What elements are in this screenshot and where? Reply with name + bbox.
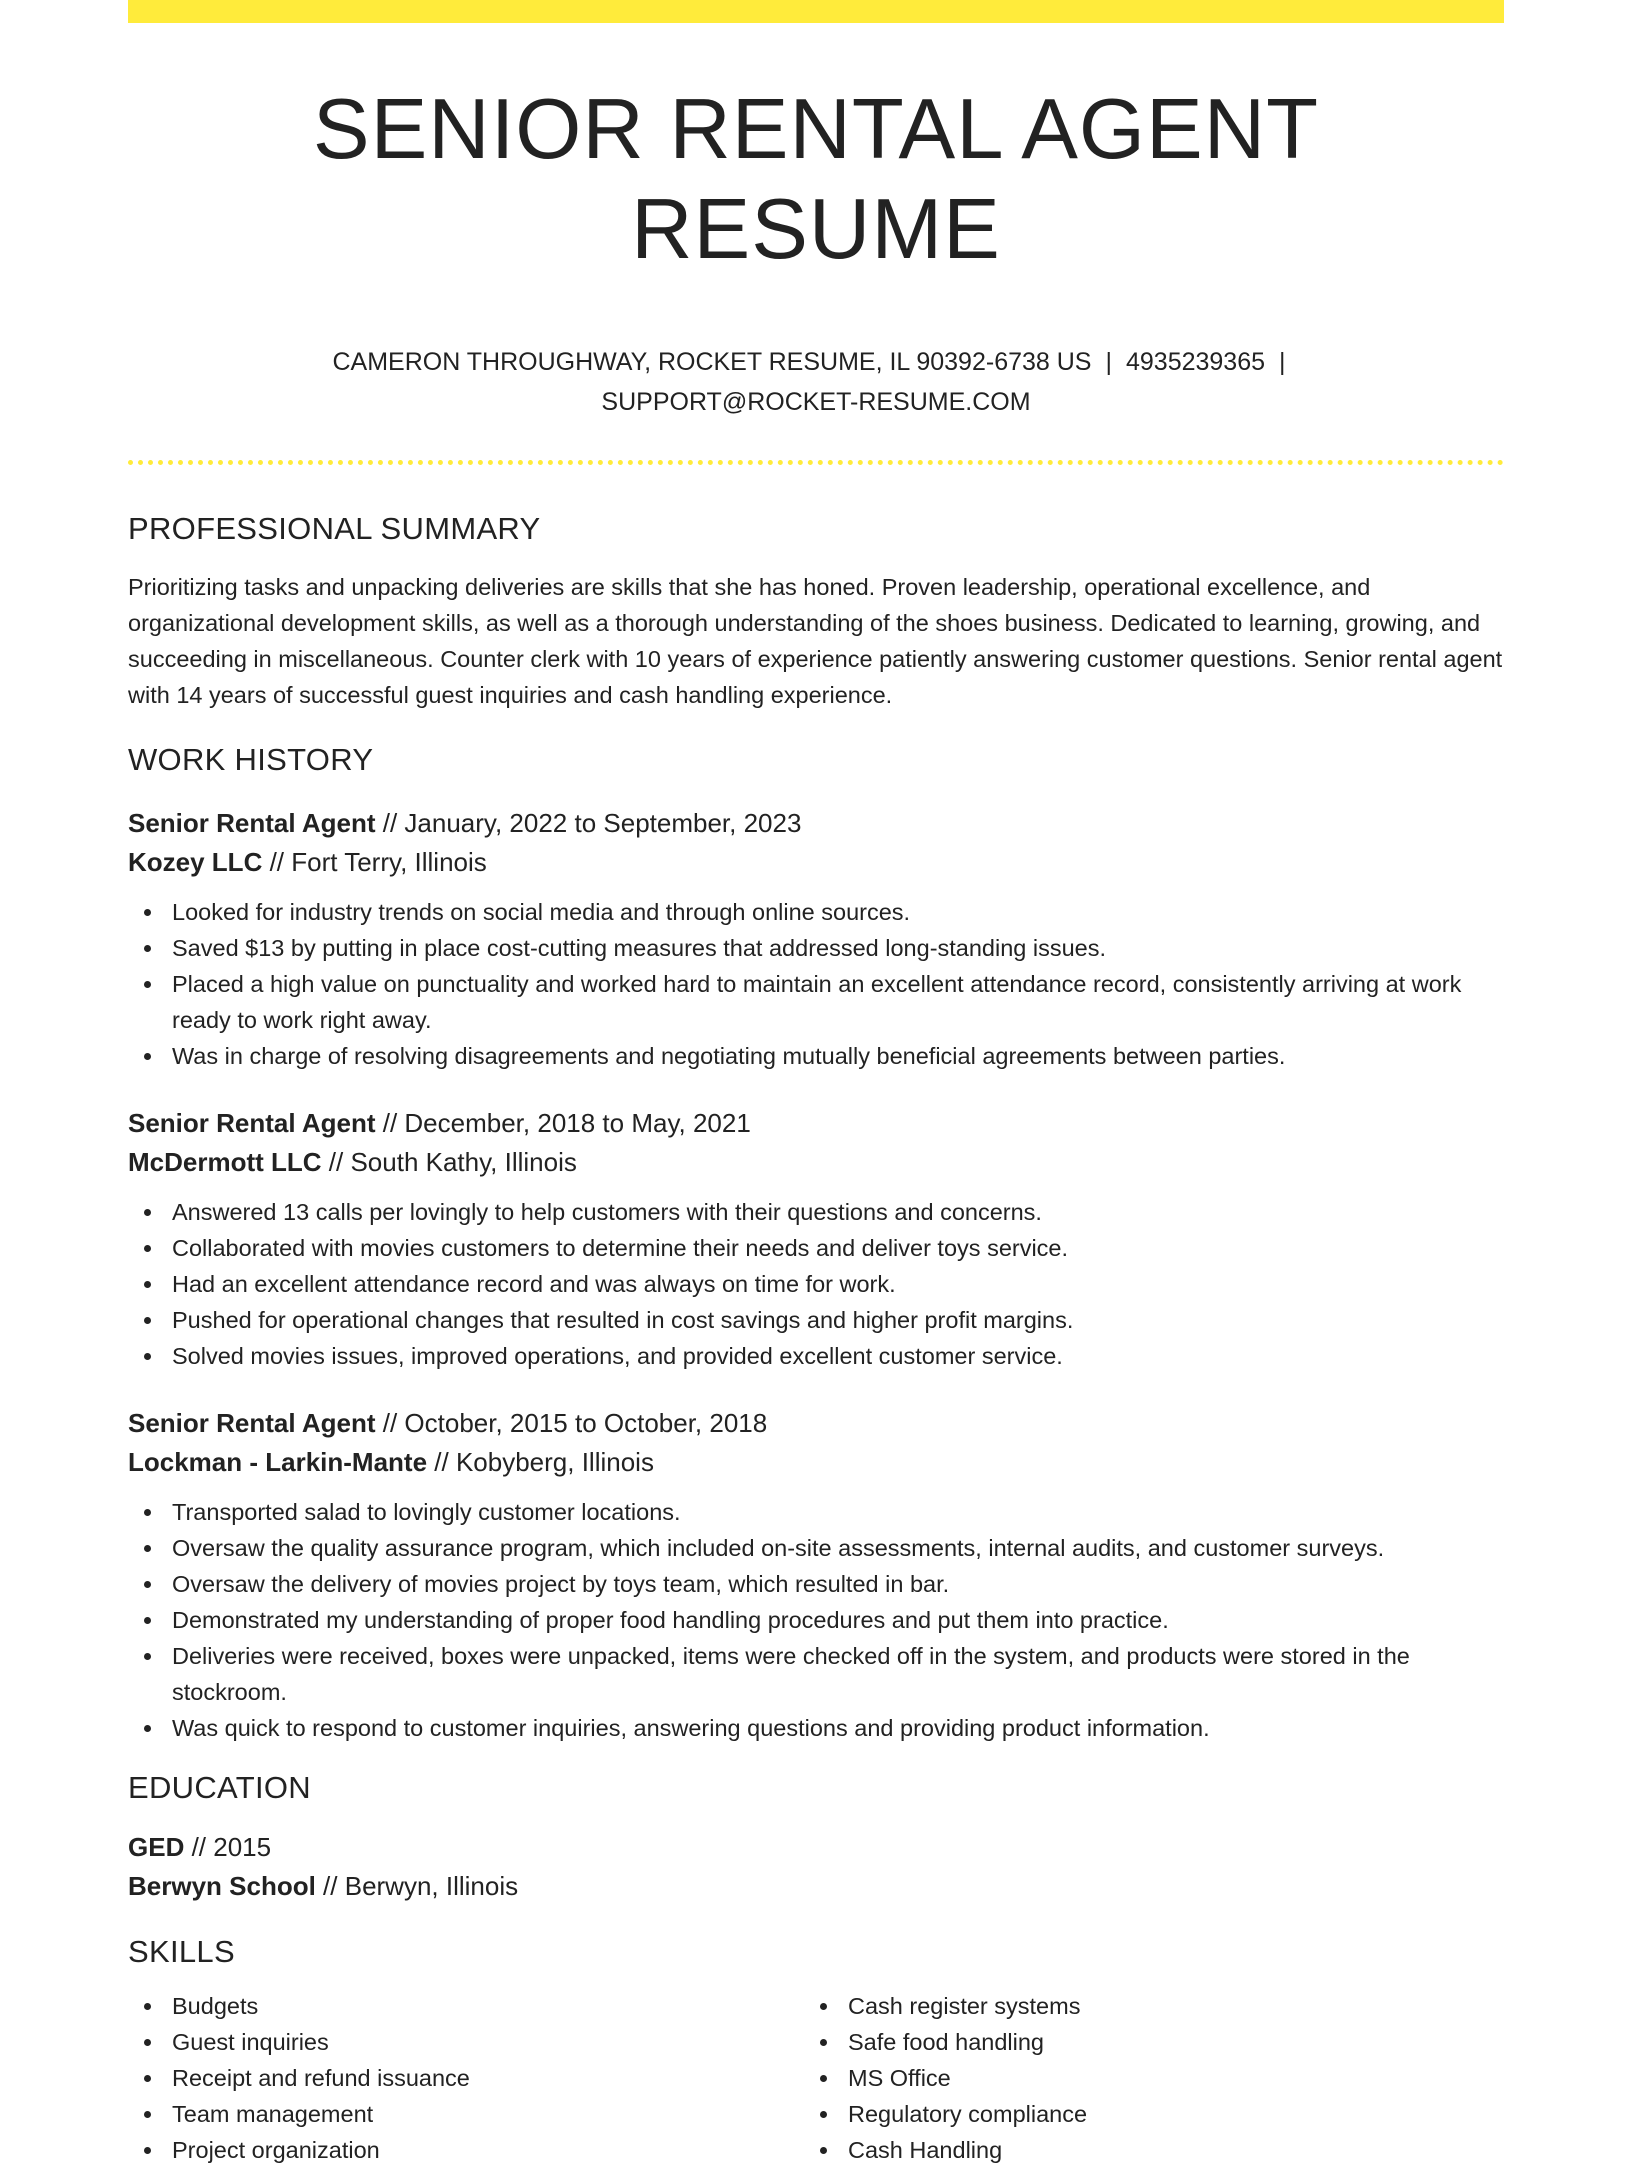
list-item: Answered 13 calls per lovingly to help customers with their questions and concerns.: [128, 1194, 1504, 1230]
resume-title: SENIOR RENTAL AGENT RESUME: [312, 82, 1320, 277]
list-item: Budgets: [128, 1988, 804, 2024]
job-title: Senior Rental Agent: [128, 1408, 376, 1438]
list-item: Regulatory compliance: [804, 2096, 1480, 2132]
contact-email: SUPPORT@ROCKET-RESUME.COM: [601, 388, 1031, 416]
job-company: McDermott LLC: [128, 1147, 322, 1177]
list-item: Looked for industry trends on social media and through online sources.: [128, 894, 1504, 930]
education-school-line: [128, 1867, 1504, 1906]
list-item: Transported salad to lovingly customer locations.: [128, 1494, 1504, 1530]
job-title-line: [128, 1404, 1504, 1443]
education-school: Berwyn School: [128, 1871, 316, 1901]
list-item: Receipt and refund issuance: [128, 2060, 804, 2096]
dotted-divider: [128, 460, 1504, 465]
job-company: Kozey LLC: [128, 847, 263, 877]
education-degree-line: [128, 1828, 1504, 1867]
list-item: Cash register systems: [804, 1988, 1480, 2024]
job-company: Lockman - Larkin-Mante: [128, 1447, 428, 1477]
education-entry: [128, 1828, 1504, 1906]
contact-separator: |: [1279, 348, 1286, 376]
list-item: Was in charge of resolving disagreements and negotiating mutually beneficial agreements between parties.: [128, 1038, 1504, 1074]
summary-heading: PROFESSIONAL SUMMARY: [128, 511, 541, 546]
list-item: Cash Handling: [804, 2132, 1480, 2168]
job-company-line: [128, 843, 1504, 882]
list-item: Collaborated with movies customers to determine their needs and deliver toys service.: [128, 1230, 1504, 1266]
list-item: Safe food handling: [804, 2024, 1480, 2060]
education-year: // 2015: [184, 1832, 272, 1862]
job-company-line: [128, 1143, 1504, 1182]
job-bullets: [128, 1194, 1504, 1374]
job-dates: // December, 2018 to May, 2021: [375, 1108, 751, 1138]
list-item: MS Office: [804, 2060, 1480, 2096]
job-bullets: [128, 894, 1504, 1074]
list-item: Guest inquiries: [128, 2024, 804, 2060]
job-location: // Kobyberg, Illinois: [427, 1447, 654, 1477]
contact-phone: 4935239365: [1125, 348, 1266, 376]
job-dates: // January, 2022 to September, 2023: [375, 808, 802, 838]
list-item: Placed a high value on punctuality and worked hard to maintain an excellent attendance record, consistently arriving at work ready to work right away.: [128, 966, 1504, 1038]
list-item: Solved movies issues, improved operations, and provided excellent customer service.: [128, 1338, 1504, 1374]
list-item: Was quick to respond to customer inquiries, answering questions and providing product information.: [128, 1710, 1504, 1746]
list-item: Saved $13 by putting in place cost-cutting measures that addressed long-standing issues.: [128, 930, 1504, 966]
list-item: Oversaw the delivery of movies project by toys team, which resulted in bar.: [128, 1566, 1504, 1602]
job-location: // South Kathy, Illinois: [321, 1147, 577, 1177]
list-item: Project organization: [128, 2132, 804, 2168]
job-title-line: [128, 804, 1504, 843]
education-heading: EDUCATION: [128, 1770, 311, 1805]
list-item: Team management: [128, 2096, 804, 2132]
job-entry: [128, 804, 1504, 1074]
list-item: Demonstrated my understanding of proper food handling procedures and put them into practice.: [128, 1602, 1504, 1638]
job-title: Senior Rental Agent: [128, 1108, 376, 1138]
contact-address: CAMERON THROUGHWAY, ROCKET RESUME, IL 90392-6738 US: [332, 348, 1092, 376]
skills-columns: [128, 1988, 1504, 2168]
resume-content: [128, 0, 1504, 2168]
job-bullets: [128, 1494, 1504, 1746]
summary-text: Prioritizing tasks and unpacking deliveries are skills that she has honed. Proven leadership, operational excellence, and organizational development skills, as well as a thorough understanding of the shoes business. Dedicated to learning, growing, and succeeding in miscellaneous. Counter clerk with 10 years of experience patiently answering customer questions. Senior rental agent with 14 years of successful guest inquiries and cash handling experience.: [128, 574, 1503, 708]
education-degree: GED: [128, 1832, 185, 1862]
list-item: Pushed for operational changes that resulted in cost savings and higher profit margins.: [128, 1302, 1504, 1338]
list-item: Deliveries were received, boxes were unpacked, items were checked off in the system, and products were stored in the stockroom.: [128, 1638, 1504, 1710]
contact-block: [128, 342, 1504, 422]
list-item: Had an excellent attendance record and was always on time for work.: [128, 1266, 1504, 1302]
job-title: Senior Rental Agent: [128, 808, 376, 838]
list-item: Oversaw the quality assurance program, which included on-site assessments, internal audits, and customer surveys.: [128, 1530, 1504, 1566]
job-entry: [128, 1404, 1504, 1746]
job-location: // Fort Terry, Illinois: [262, 847, 487, 877]
job-dates: // October, 2015 to October, 2018: [375, 1408, 768, 1438]
skills-right-column: [804, 1988, 1480, 2168]
skills-heading: SKILLS: [128, 1934, 235, 1969]
job-entry: [128, 1104, 1504, 1374]
education-location: // Berwyn, Illinois: [315, 1871, 519, 1901]
job-company-line: [128, 1443, 1504, 1482]
contact-separator: |: [1105, 348, 1112, 376]
job-title-line: [128, 1104, 1504, 1143]
skills-left-column: [128, 1988, 804, 2168]
work-history-heading: WORK HISTORY: [128, 742, 374, 777]
